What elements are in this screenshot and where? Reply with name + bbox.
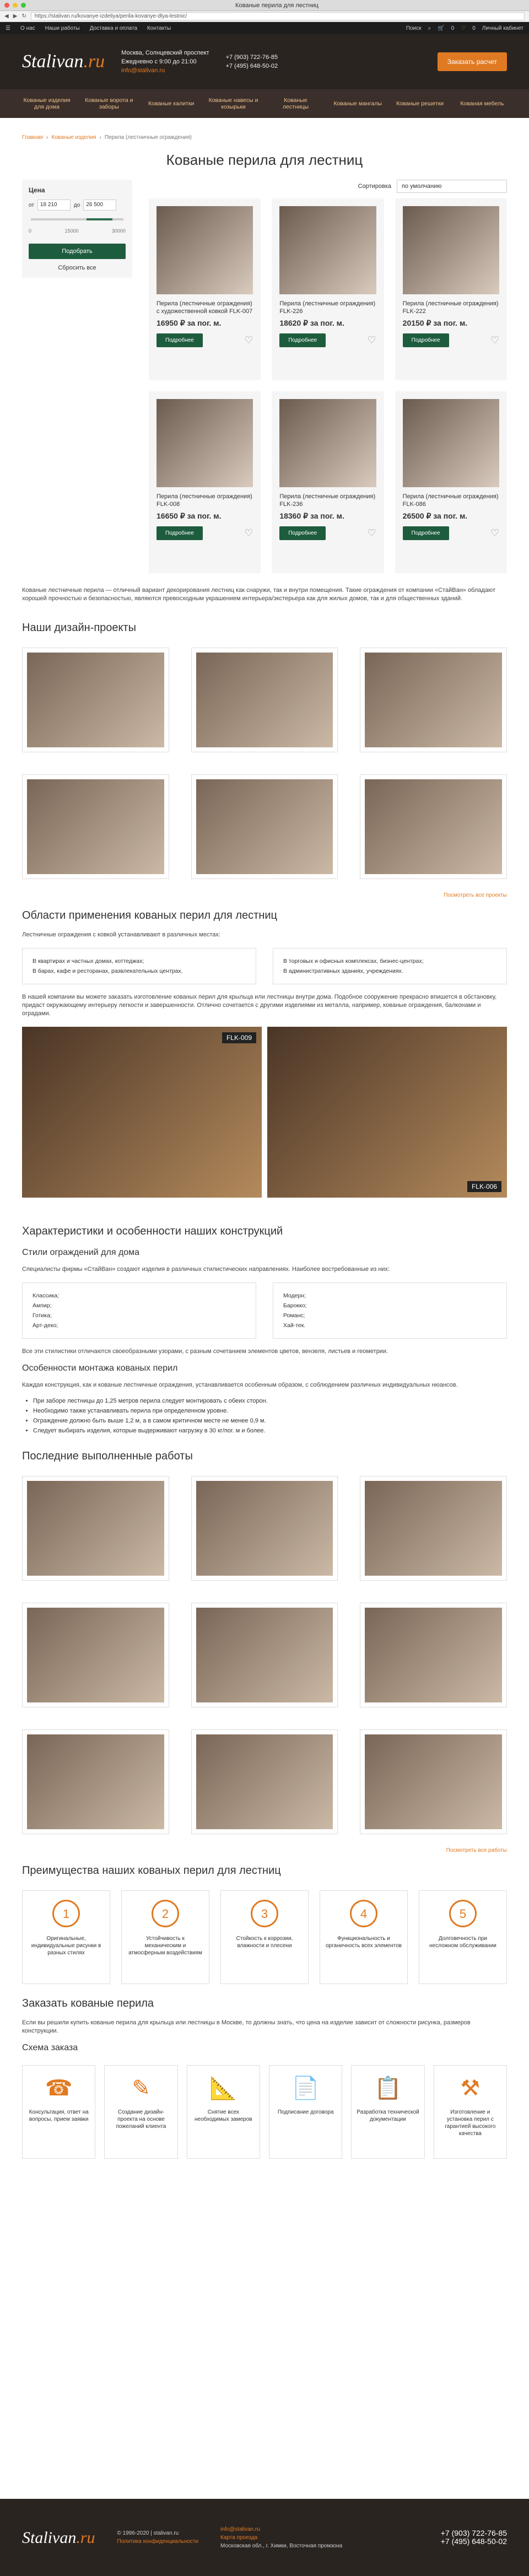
advantage-text: Функциональность и органичность всех элементов	[326, 1936, 402, 1949]
menu-item[interactable]: Кованые изделия для дома	[23, 97, 71, 110]
maximize-icon[interactable]	[21, 3, 26, 8]
list-item: • Необходимо также устанавливать перила при определенном уровне.	[33, 1406, 507, 1416]
scheme-title: Схема заказа	[22, 2043, 78, 2052]
heart-icon[interactable]: ♡	[461, 25, 466, 31]
order-step	[434, 2065, 507, 2159]
areas-boxes	[0, 942, 529, 990]
product-details-button[interactable]: Подробнее	[279, 526, 326, 540]
heart-icon[interactable]: ♡	[490, 527, 499, 538]
topnav-item[interactable]: Наши работы	[45, 25, 80, 31]
apply-filter-button[interactable]: Подобрать	[29, 244, 126, 259]
mount-text: Каждая конструкция, как и кованые лестничные ограждения, устанавливается особенным образом, с соблюдением различных индивидуальных нюансов.	[22, 1382, 458, 1388]
step-text: Разработка технической документации	[357, 2109, 419, 2122]
order-calc-button[interactable]: Заказать расчет	[438, 52, 507, 71]
top-nav	[0, 22, 529, 34]
photo-label: FLK-009	[222, 1032, 256, 1043]
account-link[interactable]: Личный кабинет	[482, 25, 523, 31]
topnav-item[interactable]: Доставка и оплата	[89, 25, 138, 31]
tools-icon: ⚒	[460, 2076, 481, 2100]
product-card[interactable]	[149, 391, 261, 573]
advantage-card	[121, 1890, 209, 1984]
areas-images	[0, 1021, 529, 1203]
browser-toolbar	[0, 11, 529, 22]
product-price: 18360 ₽ за пог. м.	[279, 511, 344, 520]
list-item: Модерн;	[283, 1292, 306, 1299]
list-item: В квартирах и частных домах, коттеджах;	[33, 958, 144, 964]
product-details-button[interactable]: Подробнее	[156, 333, 203, 347]
heart-icon[interactable]: ♡	[367, 335, 376, 346]
product-card[interactable]	[272, 391, 384, 573]
project-photo[interactable]	[191, 774, 338, 879]
work-photo[interactable]	[360, 1729, 507, 1834]
area-photo[interactable]	[267, 1027, 507, 1198]
footer-phones	[441, 2529, 507, 2546]
site-footer	[0, 2499, 529, 2576]
address-bar[interactable]: https://stalivan.ru/kovanye-izdeliya/perila-kovanye-dlya-lestnic/	[31, 12, 525, 20]
reset-filter-link[interactable]: Сбросить все	[58, 265, 96, 271]
forward-icon[interactable]: ▶	[13, 13, 18, 19]
slider-scale	[29, 228, 126, 234]
work-photo[interactable]	[191, 1603, 338, 1707]
cart-count: 0	[451, 25, 455, 31]
scale-label: 30000	[111, 228, 126, 234]
menu-item[interactable]: Кованые навесы и козырьки	[208, 97, 258, 110]
areas-subtitle: Лестничные ограждения с ковкой устанавливают в различных местах:	[22, 931, 220, 938]
product-card[interactable]	[395, 198, 507, 380]
filter-range-inputs	[29, 200, 126, 211]
advantage-text: Долговечность при несложном обслуживании	[429, 1936, 496, 1949]
footer-contact-block	[220, 2525, 342, 2550]
areas-box-left	[22, 948, 256, 984]
heart-icon[interactable]: ♡	[490, 335, 499, 346]
sort-select[interactable]: по умолчанию	[397, 180, 507, 193]
catalog	[0, 180, 529, 573]
step-text: Консультация, ответ на вопросы, прием заявки	[29, 2109, 89, 2122]
mount-title: Особенности монтажа кованых перил	[22, 1364, 178, 1373]
styles-text: Все эти стилистики отличаются своеобразными узорами, с разным сочетанием элементов цветов, вензеля, листьев и геометрии.	[22, 1348, 388, 1355]
product-name[interactable]: Перила (лестничные ограждения) FLK-236	[279, 493, 376, 508]
footer-copyright: © 1996-2020 | stalivan.ru	[117, 2530, 179, 2536]
list-item: Барокко;	[283, 1302, 307, 1309]
logo-tld: .ru	[76, 2528, 95, 2547]
styles-box-left	[22, 1282, 256, 1339]
areas-box-right	[273, 948, 507, 984]
product-name[interactable]: Перила (лестничные ограждения) FLK-222	[402, 300, 499, 315]
step-text: Изготовление и установка перил с гарантией высокого качества	[445, 2109, 496, 2137]
search-link[interactable]: Поиск	[406, 25, 422, 31]
areas-title: Области применения кованых перил для лестниц	[22, 909, 277, 921]
work-photo[interactable]	[22, 1603, 169, 1707]
order-step	[187, 2065, 260, 2159]
search-icon[interactable]: ⌕	[428, 25, 431, 31]
area-photo[interactable]	[22, 1027, 262, 1198]
topnav-item[interactable]: Контакты	[147, 25, 171, 31]
order-step	[269, 2065, 342, 2159]
project-photo[interactable]	[22, 648, 169, 752]
recent-title: Последние выполненные работы	[22, 1450, 193, 1462]
breadcrumb-item[interactable]: Главная	[22, 134, 44, 141]
areas-text: В нашей компании вы можете заказать изготовление кованых перил для крыльца или лестницы внутри дома. Подобное сооружение прекрасно впишется в обстановку, придаст окружающему интерьеру легкости и завершенности. Отлично сочетается с другими изделиями из металла, например, кованые ограждения, балконами и оградами.	[22, 994, 497, 1017]
main-menu	[0, 89, 529, 118]
product-card[interactable]	[272, 198, 384, 380]
number-icon: 5	[449, 1900, 477, 1927]
heart-icon[interactable]: ♡	[244, 527, 253, 538]
product-price: 18620 ₽ за пог. м.	[279, 319, 344, 327]
styles-title: Стили ограждений для дома	[22, 1248, 140, 1257]
scale-label: 15000	[64, 228, 79, 234]
list-item: В барах, кафе и ресторанах, развлекательных центрах.	[33, 968, 183, 974]
number-icon: 1	[52, 1900, 80, 1927]
advantage-card	[320, 1890, 408, 1984]
breadcrumb-sep: ›	[46, 134, 48, 141]
product-image[interactable]	[403, 399, 499, 487]
reload-icon[interactable]: ↻	[21, 13, 26, 19]
advantage-card	[220, 1890, 309, 1984]
features-title: Характеристики и особенности наших конструкций	[22, 1225, 283, 1237]
product-image[interactable]	[403, 206, 499, 294]
work-photo[interactable]	[22, 1729, 169, 1834]
all-works-link[interactable]: Посмотреть все работы	[446, 1847, 507, 1853]
project-photo[interactable]	[360, 648, 507, 752]
breadcrumb-sep: ›	[99, 134, 101, 141]
step-text: Снятие всех необходимых замеров	[195, 2109, 252, 2122]
product-details-button[interactable]: Подробнее	[403, 526, 449, 540]
advantages-title: Преимущества наших кованых перил для лестниц	[22, 1864, 281, 1877]
footer-phone-1[interactable]: +7 (903) 722-76-85	[440, 2529, 507, 2537]
breadcrumb-item[interactable]: Кованые изделия	[51, 134, 96, 141]
filter-title: Цена	[29, 186, 45, 194]
fav-count: 0	[472, 25, 476, 31]
number-icon: 2	[152, 1900, 179, 1927]
product-image[interactable]	[156, 206, 253, 294]
from-label: от	[29, 202, 34, 208]
advantage-text: Оригинальные, индивидуальные рисунки в разных стилях	[31, 1936, 101, 1956]
heart-icon[interactable]: ♡	[367, 527, 376, 538]
close-icon[interactable]	[4, 3, 9, 8]
list-item: • При заборе лестницы до 1,25 метров перила следует монтировать с обеих сторон.	[33, 1396, 507, 1406]
price-from-input[interactable]: 18 210	[37, 200, 71, 211]
map-link[interactable]: Карта проезда	[220, 2534, 258, 2541]
step-text: Подписание договора	[277, 2109, 334, 2115]
product-name[interactable]: Перила (лестничные ограждения) FLK-226	[279, 300, 376, 315]
browser-title: Кованые перила для лестниц	[235, 2, 319, 9]
logo-tld: .ru	[83, 51, 105, 72]
photo-label: FLK-006	[467, 1181, 501, 1192]
sort-label: Сортировка	[358, 183, 391, 190]
order-title: Заказать кованые перила	[22, 1997, 154, 2009]
product-card[interactable]	[149, 198, 261, 380]
advantage-text: Устойчивость к механическим и атмосферным воздействиям	[128, 1936, 202, 1956]
phone-icon: ☎	[45, 2076, 73, 2100]
document-icon: 📋	[374, 2076, 402, 2100]
order-text: Если вы решили купить кованые перила для крыльца или лестницы в Москве, то должны знать, что цена на изделие зависит от сложности рисунка, размеров конструкции.	[22, 2019, 471, 2034]
list-item: Арт-деко;	[33, 1322, 58, 1329]
footer-logo[interactable]	[22, 2528, 95, 2547]
number-icon: 4	[350, 1900, 377, 1927]
product-price: 20150 ₽ за пог. м.	[402, 319, 468, 327]
menu-item[interactable]: Кованые калитки	[148, 100, 195, 107]
mount-list	[0, 1393, 529, 1439]
footer-address: Московская обл., г. Химки, Восточная промзона	[220, 2542, 343, 2549]
site-header	[0, 34, 529, 89]
price-filter	[22, 180, 132, 278]
design-icon: ✎	[132, 2076, 150, 2100]
heart-icon[interactable]: ♡	[244, 335, 253, 346]
back-icon[interactable]: ◀	[4, 13, 9, 19]
product-name[interactable]: Перила (лестничные ограждения) FLK-086	[402, 493, 499, 508]
product-details-button[interactable]: Подробнее	[156, 526, 203, 540]
step-text: Создание дизайн-проекта на основе пожеланий клиента	[116, 2109, 166, 2130]
list-item: • Ограждение должно быть выше 1,2 м, а в самом критичном месте не менее 0,9 м.	[33, 1416, 507, 1426]
project-photo[interactable]	[22, 774, 169, 879]
header-contacts	[121, 48, 209, 75]
work-photo[interactable]	[191, 1729, 338, 1834]
footer-copy-block	[117, 2529, 199, 2546]
price-slider-fill	[87, 218, 112, 220]
project-photo[interactable]	[191, 648, 338, 752]
advantages	[0, 1883, 529, 1992]
logo[interactable]	[22, 51, 105, 72]
advantage-card	[419, 1890, 507, 1984]
menu-item[interactable]: Кованые решетки	[396, 100, 444, 107]
topnav-item[interactable]: О нас	[20, 25, 35, 31]
number-icon: 3	[251, 1900, 278, 1927]
product-details-button[interactable]: Подробнее	[279, 333, 326, 347]
list-item: Хай-тек.	[283, 1322, 306, 1329]
price-slider[interactable]	[31, 218, 123, 220]
recent-gallery	[0, 1468, 529, 1842]
work-photo[interactable]	[22, 1476, 169, 1581]
list-item: Ампир;	[33, 1302, 52, 1309]
all-projects-link[interactable]: Посмотреть все проекты	[444, 892, 507, 898]
header-phone-1[interactable]: +7 (903) 722-76-85	[225, 54, 278, 61]
contract-icon: 📄	[292, 2076, 320, 2100]
header-phones	[226, 53, 278, 71]
privacy-link[interactable]: Политика конфиденциальности	[117, 2539, 199, 2545]
product-price: 16950 ₽ за пог. м.	[156, 319, 222, 327]
order-step	[351, 2065, 424, 2159]
product-image[interactable]	[279, 206, 376, 294]
list-item: Романс;	[283, 1312, 305, 1319]
sort-bar	[149, 180, 507, 193]
header-phone-2[interactable]: +7 (495) 648-50-02	[225, 63, 278, 69]
header-address: Москва, Солнцевский проспект	[121, 50, 209, 56]
menu-item[interactable]: Кованые лестницы	[282, 97, 309, 110]
logo-main: Stalivan	[22, 2528, 77, 2547]
styles-boxes	[0, 1277, 529, 1344]
work-photo[interactable]	[360, 1603, 507, 1707]
advantage-text: Стойкость к коррозии, влажности и плесени	[236, 1936, 293, 1949]
menu-item[interactable]: Кованые мангалы	[333, 100, 382, 107]
project-photo[interactable]	[360, 774, 507, 879]
work-photo[interactable]	[360, 1476, 507, 1581]
product-name[interactable]: Перила (лестничные ограждения) FLK-008	[156, 493, 252, 508]
header-email[interactable]: info@stalivan.ru	[121, 67, 165, 74]
logo-main: Stalivan	[22, 51, 84, 72]
minimize-icon[interactable]	[13, 3, 18, 8]
to-label: до	[73, 202, 80, 208]
styles-subtitle: Специалисты фирмы «СтайВан» создают изделия в различных стилистических направлениях. Наиболее востребованные из них:	[22, 1266, 390, 1273]
topnav-right	[406, 25, 523, 31]
product-price: 16650 ₽ за пог. м.	[156, 511, 222, 520]
work-photo[interactable]	[191, 1476, 338, 1581]
header-hours: Ежедневно с 9:00 до 21:00	[121, 58, 197, 65]
product-image[interactable]	[279, 399, 376, 487]
product-name[interactable]: Перила (лестничные ограждения) с художественной ковкой FLK-007	[156, 300, 253, 315]
browser-titlebar	[0, 0, 529, 11]
product-image[interactable]	[156, 399, 253, 487]
product-grid	[149, 198, 507, 573]
order-step	[104, 2065, 177, 2159]
intro-text: Кованые лестничные перила — отличный вариант декорирования лестниц как снаружи, так и внутри помещения. Такие ограждения от компании «СтайВан» обладают хорошей прочностью и безопасностью, являются превосходным украшением интерьера/экстерьера как для жилых домов, так и для общественных зданий.	[22, 587, 495, 602]
menu-item[interactable]: Кованая мебель	[460, 100, 504, 107]
product-card[interactable]	[395, 391, 507, 573]
menu-item[interactable]: Кованые ворота и заборы	[85, 97, 133, 110]
scale-label: 0	[29, 228, 32, 234]
page-title: Кованые перила для лестниц	[166, 152, 363, 168]
product-list	[149, 180, 507, 573]
footer-phone-2[interactable]: +7 (495) 648-50-02	[440, 2537, 507, 2546]
list-item: В торговых и офисных комплексах, бизнес-центрах;	[283, 958, 424, 964]
cart-icon[interactable]: 🛒	[438, 25, 445, 31]
menu-icon[interactable]: ☰	[6, 25, 10, 31]
projects-title: Наши дизайн-проекты	[22, 622, 137, 634]
footer-email[interactable]: info@stalivan.ru	[220, 2526, 260, 2532]
projects-gallery	[0, 640, 529, 887]
advantage-card	[22, 1890, 110, 1984]
product-price: 26500 ₽ за пог. м.	[402, 511, 468, 520]
breadcrumb	[0, 118, 529, 141]
measure-icon: 📐	[209, 2076, 237, 2100]
product-details-button[interactable]: Подробнее	[403, 333, 449, 347]
list-item: • Следует выбирать изделия, которые выдерживают нагрузку в 30 кг/пог. м и более.	[33, 1426, 507, 1436]
list-item: В административных зданиях, учреждениях.	[283, 968, 403, 974]
list-item: Готика;	[33, 1312, 52, 1319]
list-item: Классика;	[33, 1292, 60, 1299]
price-to-input[interactable]: 26 500	[83, 200, 116, 211]
breadcrumb-current: Перила (лестничные ограждения)	[104, 134, 192, 141]
order-step	[22, 2065, 95, 2159]
order-steps	[0, 2057, 529, 2167]
styles-box-right	[273, 1282, 507, 1339]
